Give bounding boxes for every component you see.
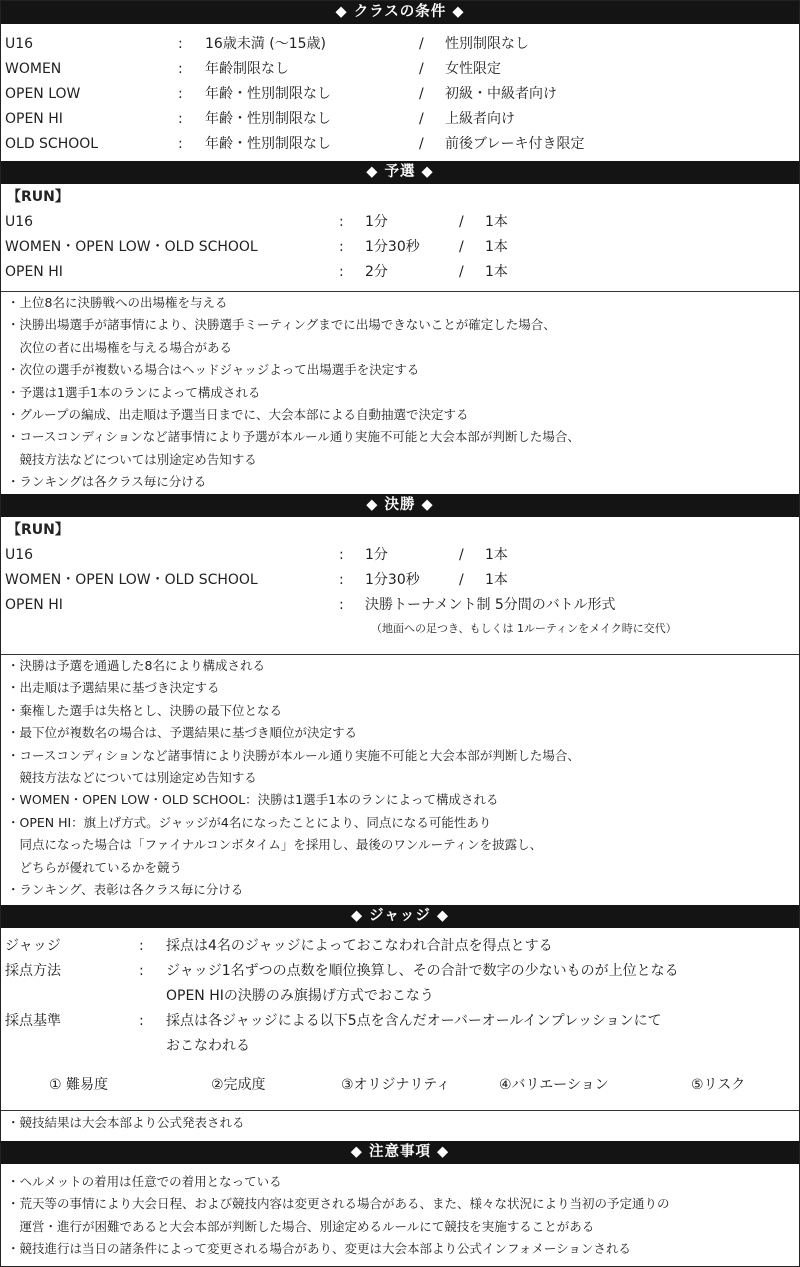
run-class-name: WOMEN・OPEN LOW・OLD SCHOOL: [5, 239, 258, 255]
run-count: 1本: [485, 572, 508, 588]
run-time: 決勝トーナメント制 5分間のバトル形式: [365, 597, 616, 613]
rule-item: ・棄権した選手は失格とし、決勝の最下位となる: [7, 702, 283, 718]
judge-label: 採点基準: [5, 1013, 61, 1029]
rule-item: 次位の者に出場権を与える場合がある: [7, 339, 233, 355]
qualifier-run-section: [1, 185, 799, 285]
judge-row: [1, 984, 799, 1009]
judge-row: [1, 1009, 799, 1034]
class-note: 初級・中級者向け: [445, 86, 557, 102]
final-run-section: [1, 518, 799, 640]
class-note: 上級者向け: [445, 111, 515, 127]
run-count: 1本: [485, 214, 508, 230]
rule-item: ・コースコンディションなど諸事情により予選が本ルール通り実施不可能と大会本部が判断した場合、: [7, 429, 580, 445]
slash: /: [459, 547, 464, 563]
class-conditions-table: [1, 32, 799, 157]
run-class-name: WOMEN・OPEN LOW・OLD SCHOOL: [5, 572, 258, 588]
colon: :: [339, 597, 344, 613]
judge-text: OPEN HIの決勝のみ旗揚げ方式でおこなう: [166, 988, 434, 1004]
run-time: 1分: [365, 214, 388, 230]
rule-item: ・次位の選手が複数いる場合はヘッドジャッジよって出場選手を決定する: [7, 362, 420, 378]
judge-row: [1, 1034, 799, 1059]
colon: :: [339, 547, 344, 563]
class-age-condition: 年齢制限なし: [205, 61, 289, 77]
rule-item: ・ヘルメットの着用は任意での着用となっている: [7, 1174, 282, 1189]
slash: /: [459, 572, 464, 588]
class-age-condition: 年齢・性別制限なし: [205, 86, 331, 102]
colon: :: [339, 572, 344, 588]
divider: [1, 1110, 799, 1111]
slash: /: [419, 61, 424, 77]
colon: :: [178, 61, 183, 77]
slash: /: [459, 239, 464, 255]
colon: :: [139, 938, 144, 954]
run-row: [1, 260, 799, 285]
class-note: 性別制限なし: [445, 36, 529, 52]
openhi-note: （地面への足つき、もしくは 1ルーティンをメイク時に交代）: [371, 622, 677, 635]
colon: :: [178, 136, 183, 152]
rule-item: ・コースコンディションなど諸事情により決勝が本ルール通り実施不可能と大会本部が判断した場合、: [7, 747, 580, 763]
class-conditions-header: ◆ クラスの条件 ◆: [1, 1, 799, 24]
judge-label: ジャッジ: [5, 938, 61, 954]
class-row: [1, 82, 799, 107]
colon: :: [339, 264, 344, 280]
run-time: 2分: [365, 264, 388, 280]
notice-list: [1, 1171, 799, 1261]
judge-label: 採点方法: [5, 963, 61, 979]
judge-rules-list: [1, 1112, 799, 1134]
judge-row: [1, 934, 799, 959]
class-age-condition: 年齢・性別制限なし: [205, 136, 331, 152]
rule-item: ・競技進行は当日の諸条件によって変更される場合があり、変更は大会本部より公式インフォメーションされる: [7, 1241, 631, 1257]
run-count: 1本: [485, 547, 508, 563]
judge-text: おこなわれる: [166, 1038, 250, 1054]
notice-header: ◆ 注意事項 ◆: [1, 1141, 799, 1164]
rule-item: ・ランキング、表彰は各クラス毎に分ける: [7, 881, 244, 897]
final-run-label: 【RUN】: [7, 522, 69, 538]
rule-item: ・ランキングは各クラス毎に分ける: [7, 474, 207, 490]
qualifier-run-table: [1, 210, 799, 285]
rule-item: ・WOMEN・OPEN LOW・OLD SCHOOL：決勝は1選手1本のランによって構成される: [7, 792, 499, 808]
class-name: OLD SCHOOL: [5, 136, 99, 152]
colon: :: [339, 214, 344, 230]
colon: :: [339, 239, 344, 255]
rule-item: ・出走順は予選結果に基づき決定する: [7, 680, 220, 696]
run-time: 1分: [365, 547, 388, 563]
run-time: 1分30秒: [365, 572, 420, 588]
scoring-criteria: [1, 1067, 799, 1103]
rule-item: ・決勝は予選を通過した8名により構成される: [7, 658, 265, 673]
criterion-item: ⑤リスク: [691, 1077, 746, 1093]
run-count: 1本: [485, 264, 508, 280]
colon: :: [178, 111, 183, 127]
rule-item: ・最下位が複数名の場合は、予選結果に基づき順位が決定する: [7, 725, 358, 741]
qualifier-rules-list: [1, 292, 799, 494]
run-row: [1, 568, 799, 593]
rule-item: ・荒天等の事情により大会日程、および競技内容は変更される場合がある、また、様々な状況により当初の予定通りの: [7, 1196, 670, 1212]
class-name: OPEN HI: [5, 111, 63, 127]
run-row: [1, 210, 799, 235]
final-run-table: [1, 543, 799, 618]
slash: /: [419, 86, 424, 102]
slash: /: [419, 36, 424, 52]
criterion-item: ① 難易度: [49, 1077, 109, 1093]
class-name: OPEN LOW: [5, 86, 81, 102]
rule-item: 同点になった場合は「ファイナルコンボタイム」を採用し、最後のワンルーティンを披露し、: [7, 837, 543, 853]
judge-text: 採点は4名のジャッジによっておこなわれ合計点を得点とする: [166, 938, 553, 954]
class-note: 女性限定: [445, 61, 501, 77]
judge-table: [1, 934, 799, 1059]
run-class-name: OPEN HI: [5, 264, 63, 280]
rule-item: ・予選は1選手1本のランによって構成される: [7, 384, 261, 400]
run-class-name: OPEN HI: [5, 597, 63, 613]
final-header: ◆ 決勝 ◆: [1, 494, 799, 517]
judge-text: ジャッジ1名ずつの点数を順位換算し、その合計で数字の少ないものが上位となる: [166, 963, 679, 979]
colon: :: [139, 1013, 144, 1029]
rule-item: 運営・進行が困難であると大会本部が判断した場合、別途定めるルールにて競技を実施することがある: [7, 1218, 595, 1234]
run-row: [1, 593, 799, 618]
class-note: 前後ブレーキ付き限定: [445, 136, 585, 152]
run-time: 1分30秒: [365, 239, 420, 255]
qualifier-run-label: 【RUN】: [7, 189, 69, 205]
rule-item: ・グループの編成、出走順は予選当日までに、大会本部による自動抽選で決定する: [7, 406, 469, 422]
colon: :: [178, 86, 183, 102]
final-rules-list: [1, 655, 799, 901]
class-name: WOMEN: [5, 61, 62, 77]
slash: /: [419, 136, 424, 152]
class-name: U16: [5, 36, 34, 52]
rule-item: どちらが優れているかを競う: [7, 859, 183, 875]
rule-item: 競技方法などについては別途定め告知する: [7, 451, 257, 467]
colon: :: [139, 963, 144, 979]
criterion-item: ③オリジナリティ: [341, 1077, 451, 1093]
rule-item: ・上位8名に決勝戦への出場権を与える: [7, 295, 228, 310]
run-row: [1, 235, 799, 260]
class-age-condition: 年齢・性別制限なし: [205, 111, 331, 127]
class-row: [1, 32, 799, 57]
judge-row: [1, 959, 799, 984]
rule-item: 競技方法などについては別途定め告知する: [7, 769, 257, 785]
rule-item: ・決勝出場選手が諸事情により、決勝選手ミーティングまでに出場できないことが確定した場合、: [7, 317, 556, 333]
slash: /: [459, 214, 464, 230]
slash: /: [419, 111, 424, 127]
colon: :: [178, 36, 183, 52]
run-row: [1, 543, 799, 568]
judge-header: ◆ ジャッジ ◆: [1, 905, 799, 928]
class-row: [1, 57, 799, 82]
slash: /: [459, 264, 464, 280]
criterion-item: ②完成度: [211, 1077, 266, 1093]
rule-item: ・OPEN HI：旗上げ方式。ジャッジが4名になったことにより、同点になる可能性あり: [7, 814, 492, 830]
qualifier-header: ◆ 予選 ◆: [1, 161, 799, 184]
run-count: 1本: [485, 239, 508, 255]
class-row: [1, 107, 799, 132]
judge-text: 採点は各ジャッジによる以下5点を含んだオーバーオールインプレッションにて: [166, 1013, 662, 1029]
run-class-name: U16: [5, 214, 34, 230]
rule-item: ・競技結果は大会本部より公式発表される: [7, 1115, 245, 1130]
class-age-condition: 16歳未満 (〜15歳): [205, 36, 327, 52]
run-class-name: U16: [5, 547, 34, 563]
criterion-item: ④バリエーション: [499, 1077, 609, 1093]
class-row: [1, 132, 799, 157]
